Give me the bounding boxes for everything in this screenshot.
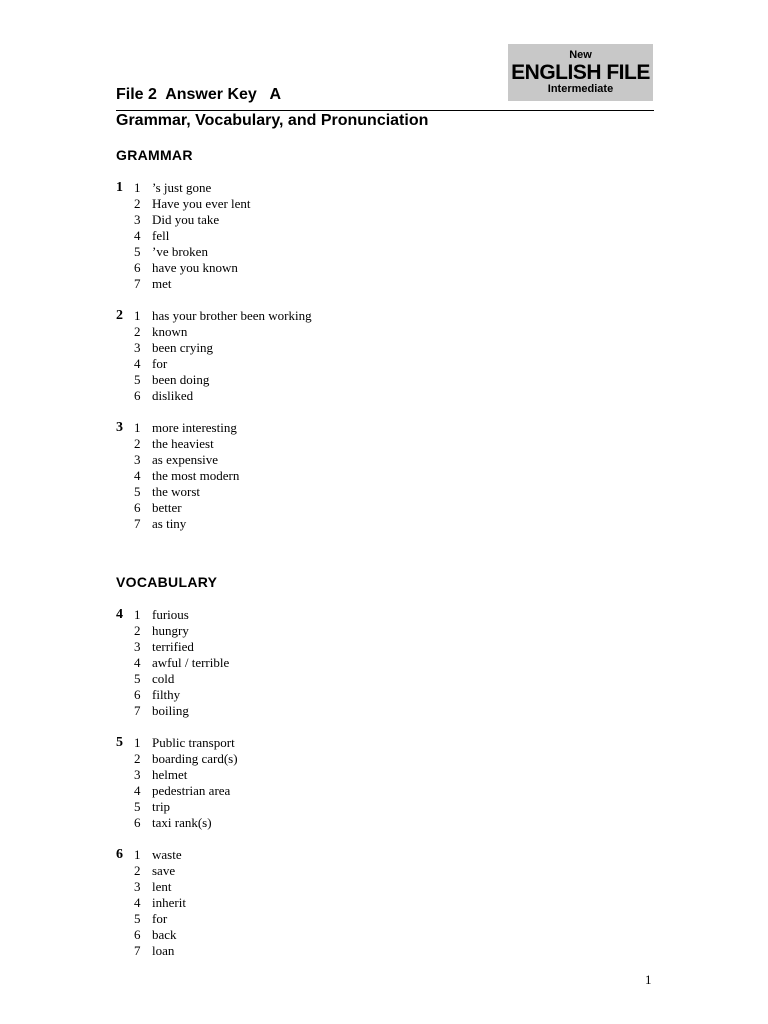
english-file-logo <box>508 44 653 101</box>
answer-text: save <box>152 863 176 878</box>
answer-text: back <box>152 927 177 942</box>
answer-number: 3 <box>134 212 141 227</box>
answer-number: 1 <box>134 420 141 435</box>
answer-text: for <box>152 911 168 926</box>
answer-number: 2 <box>134 324 141 339</box>
answer-text: the most modern <box>152 468 240 483</box>
question-number: 3 <box>116 420 123 435</box>
answer-text: Public transport <box>152 735 235 750</box>
answer-text: more interesting <box>152 420 237 435</box>
answer-number: 4 <box>134 228 141 243</box>
answer-number: 5 <box>134 911 141 926</box>
answer-number: 5 <box>134 372 141 387</box>
answer-number: 4 <box>134 655 141 670</box>
answer-text: have you known <box>152 260 238 275</box>
answer-number: 5 <box>134 484 141 499</box>
answer-number: 2 <box>134 863 141 878</box>
answer-text: filthy <box>152 687 181 702</box>
answer-number: 2 <box>134 751 141 766</box>
answer-text: known <box>152 324 188 339</box>
answer-number: 6 <box>134 815 141 830</box>
answer-text: better <box>152 500 182 515</box>
answer-number: 4 <box>134 356 141 371</box>
answer-text: lent <box>152 879 172 894</box>
answer-text: pedestrian area <box>152 783 231 798</box>
answer-text: inherit <box>152 895 186 910</box>
answer-number: 1 <box>134 308 141 323</box>
title-divider <box>116 110 654 111</box>
answer-text: has your brother been working <box>152 308 312 323</box>
answer-text: disliked <box>152 388 194 403</box>
question-number: 5 <box>116 735 123 750</box>
answer-number: 5 <box>134 244 141 259</box>
section-heading-grammar: GRAMMAR <box>116 147 193 163</box>
answer-text: the heaviest <box>152 436 214 451</box>
logo-line-english-file: ENGLISH FILE <box>511 61 650 84</box>
answer-number: 5 <box>134 671 141 686</box>
answer-number: 7 <box>134 516 141 531</box>
answer-number: 7 <box>134 943 141 958</box>
answer-number: 1 <box>134 735 141 750</box>
answer-number: 4 <box>134 783 141 798</box>
answer-text: fell <box>152 228 170 243</box>
answer-text: ’ve broken <box>152 244 208 259</box>
answer-text: for <box>152 356 168 371</box>
answer-number: 4 <box>134 895 141 910</box>
logo-line-level: Intermediate <box>547 83 614 95</box>
question-number: 4 <box>116 607 123 622</box>
answer-number: 1 <box>134 607 141 622</box>
answer-text: as tiny <box>152 516 187 531</box>
answer-number: 3 <box>134 767 141 782</box>
answer-number: 3 <box>134 879 141 894</box>
answer-number: 3 <box>134 452 141 467</box>
page-subtitle: Grammar, Vocabulary, and Pronunciation <box>116 112 429 129</box>
answer-number: 6 <box>134 927 141 942</box>
answer-text: met <box>152 276 172 291</box>
answer-text: trip <box>152 799 171 814</box>
answer-text: taxi rank(s) <box>152 815 212 830</box>
answer-number: 5 <box>134 799 141 814</box>
answer-number: 2 <box>134 196 141 211</box>
answer-text: helmet <box>152 767 188 782</box>
answer-text: awful / terrible <box>152 655 230 670</box>
answer-number: 6 <box>134 260 141 275</box>
answer-text: as expensive <box>152 452 219 467</box>
answer-text: been crying <box>152 340 214 355</box>
page-number: 1 <box>645 972 652 987</box>
answer-number: 4 <box>134 468 141 483</box>
answer-text: boiling <box>152 703 189 718</box>
answer-text: ’s just gone <box>152 180 212 195</box>
answer-text: cold <box>152 671 175 686</box>
answer-text: waste <box>152 847 182 862</box>
answer-number: 6 <box>134 388 141 403</box>
question-number: 1 <box>116 180 123 195</box>
question-number: 2 <box>116 308 123 323</box>
question-number: 6 <box>116 847 123 862</box>
answer-number: 7 <box>134 703 141 718</box>
answer-text: Did you take <box>152 212 220 227</box>
answer-number: 6 <box>134 687 141 702</box>
logo-line-new: New <box>569 49 592 61</box>
answer-number: 3 <box>134 639 141 654</box>
answer-number: 2 <box>134 623 141 638</box>
answer-text: the worst <box>152 484 201 499</box>
section-heading-vocabulary: VOCABULARY <box>116 574 218 590</box>
answer-text: boarding card(s) <box>152 751 238 766</box>
answer-text: been doing <box>152 372 210 387</box>
answer-text: loan <box>152 943 175 958</box>
answer-number: 7 <box>134 276 141 291</box>
answer-number: 1 <box>134 847 141 862</box>
answer-number: 3 <box>134 340 141 355</box>
answer-text: furious <box>152 607 189 622</box>
answer-number: 1 <box>134 180 141 195</box>
answer-text: terrified <box>152 639 194 654</box>
answer-number: 2 <box>134 436 141 451</box>
answer-text: Have you ever lent <box>152 196 251 211</box>
answer-text: hungry <box>152 623 189 638</box>
answer-number: 6 <box>134 500 141 515</box>
page-title: File 2 Answer Key A <box>116 86 282 103</box>
